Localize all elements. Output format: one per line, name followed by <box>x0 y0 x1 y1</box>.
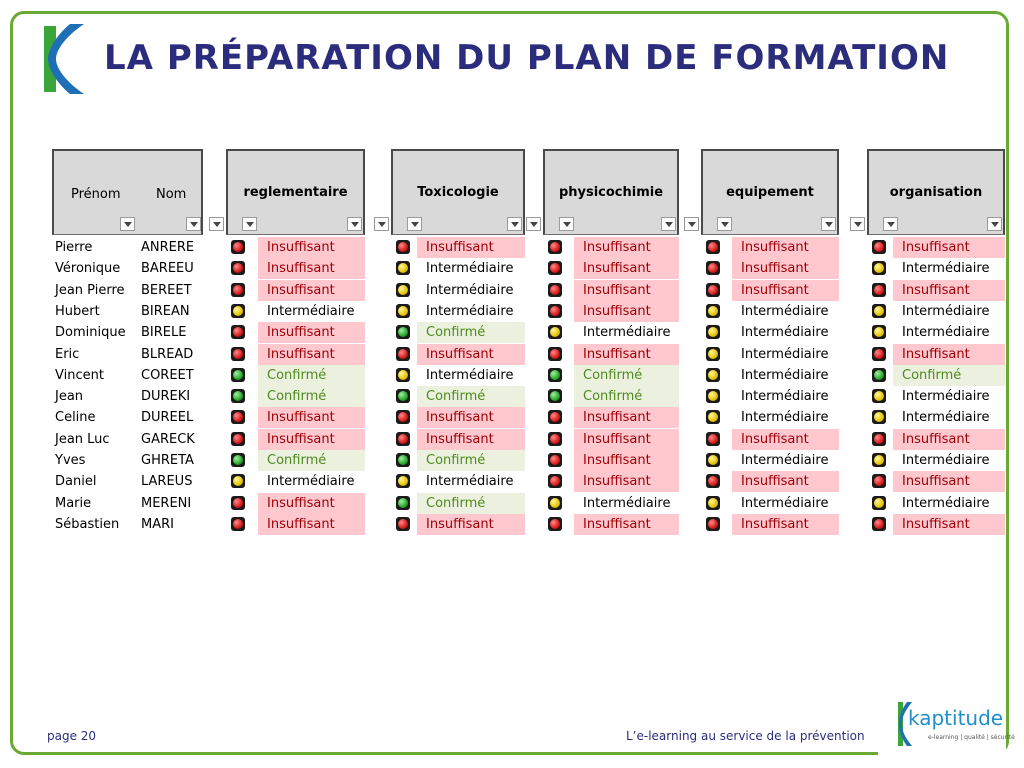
cell-level: Intermédiaire <box>426 282 514 298</box>
cell-level: Insuffisant <box>574 407 679 428</box>
traffic-light-red-icon <box>548 453 562 467</box>
cell-level: Intermédiaire <box>741 389 829 405</box>
cell-level: Insuffisant <box>574 258 679 279</box>
cell-level: Intermédiaire <box>902 389 990 405</box>
cell-level: Intermédiaire <box>583 495 671 511</box>
traffic-light-red-icon <box>872 347 886 361</box>
footer-tagline: L’e-learning au service de la prévention <box>626 729 865 743</box>
header-category <box>867 149 1005 235</box>
header-category <box>226 149 365 235</box>
traffic-light-yellow-icon <box>872 304 886 318</box>
table-row <box>52 450 1012 471</box>
filter-level-button[interactable] <box>883 217 898 231</box>
traffic-light-red-icon <box>231 325 245 339</box>
cell-level: Intermédiaire <box>741 453 829 468</box>
cell-level: Intermédiaire <box>426 474 514 490</box>
traffic-light-green-icon <box>548 389 562 403</box>
traffic-light-yellow-icon <box>548 325 562 339</box>
traffic-light-red-icon <box>548 517 562 531</box>
cell-level: Insuffisant <box>574 450 679 471</box>
traffic-light-red-icon <box>706 283 720 297</box>
cell-level: Intermédiaire <box>741 303 829 319</box>
traffic-light-green-icon <box>396 325 410 339</box>
traffic-light-yellow-icon <box>872 410 886 424</box>
traffic-light-yellow-icon <box>872 325 886 339</box>
traffic-light-yellow-icon <box>548 496 562 510</box>
traffic-light-red-icon <box>872 240 886 254</box>
cell-level: Intermédiaire <box>902 410 990 426</box>
cell-prenom: Sébastien <box>55 516 120 532</box>
cell-level: Insuffisant <box>732 237 839 258</box>
header-nom: Nom <box>156 187 187 202</box>
table-row <box>52 365 1012 386</box>
cell-level: Intermédiaire <box>741 325 829 341</box>
traffic-light-red-icon <box>231 283 245 297</box>
traffic-light-green-icon <box>548 368 562 382</box>
cell-nom: BIREAN <box>141 303 190 319</box>
cell-nom: GARECK <box>141 431 195 447</box>
filter-indicator-button[interactable] <box>684 217 699 231</box>
category-label: organisation <box>889 185 983 200</box>
cell-level: Confirmé <box>893 365 1005 386</box>
cell-level: Insuffisant <box>258 280 365 301</box>
traffic-light-yellow-icon <box>396 474 410 488</box>
filter-indicator-button[interactable] <box>209 217 224 231</box>
filter-level-button[interactable] <box>559 217 574 231</box>
table-row <box>52 258 1012 279</box>
cell-level: Insuffisant <box>258 407 365 428</box>
cell-level: Insuffisant <box>417 407 525 428</box>
traffic-light-yellow-icon <box>872 389 886 403</box>
traffic-light-red-icon <box>706 240 720 254</box>
cell-level: Insuffisant <box>893 514 1005 535</box>
table-row <box>52 237 1012 258</box>
filter-category-button[interactable] <box>507 217 522 231</box>
cell-level: Insuffisant <box>893 429 1005 450</box>
cell-level: Intermédiaire <box>426 261 514 277</box>
cell-level: Confirmé <box>574 365 679 386</box>
cell-nom: BLREAD <box>141 346 194 362</box>
cell-prenom: Jean Pierre <box>55 282 125 298</box>
cell-level: Insuffisant <box>258 514 365 535</box>
cell-prenom: Dominique <box>55 325 126 341</box>
cell-level: Intermédiaire <box>583 325 671 341</box>
k-logo-icon <box>40 22 88 96</box>
cell-prenom: Jean Luc <box>55 431 110 447</box>
cell-level: Intermédiaire <box>426 303 514 319</box>
cell-nom: LAREUS <box>141 474 193 490</box>
traffic-light-red-icon <box>231 517 245 531</box>
traffic-light-green-icon <box>396 453 410 467</box>
traffic-light-red-icon <box>548 432 562 446</box>
category-label: Toxicologie <box>417 185 499 200</box>
cell-nom: BAREEU <box>141 261 194 277</box>
cell-level: Intermédiaire <box>741 346 829 362</box>
traffic-light-red-icon <box>548 283 562 297</box>
brand-tagline: e-learning | qualité | sécurité <box>928 734 1015 741</box>
traffic-light-red-icon <box>231 347 245 361</box>
traffic-light-green-icon <box>396 389 410 403</box>
traffic-light-yellow-icon <box>396 368 410 382</box>
traffic-light-green-icon <box>872 368 886 382</box>
traffic-light-yellow-icon <box>872 453 886 467</box>
cell-level: Intermédiaire <box>902 495 990 511</box>
traffic-light-green-icon <box>231 368 245 382</box>
cell-level: Insuffisant <box>574 514 679 535</box>
traffic-light-red-icon <box>872 474 886 488</box>
traffic-light-green-icon <box>396 496 410 510</box>
cell-prenom: Daniel <box>55 474 97 490</box>
traffic-light-yellow-icon <box>396 304 410 318</box>
page-title: LA PRÉPARATION DU PLAN DE FORMATION <box>104 38 950 78</box>
traffic-light-red-icon <box>396 347 410 361</box>
cell-prenom: Véronique <box>55 261 121 277</box>
header-category <box>543 149 679 235</box>
table-row <box>52 514 1012 535</box>
cell-level: Insuffisant <box>258 344 365 365</box>
cell-level: Insuffisant <box>258 322 365 343</box>
traffic-light-yellow-icon <box>872 496 886 510</box>
cell-level: Intermédiaire <box>902 303 990 319</box>
category-label: reglementaire <box>243 185 348 200</box>
cell-level: Insuffisant <box>732 280 839 301</box>
traffic-light-yellow-icon <box>706 325 720 339</box>
traffic-light-yellow-icon <box>706 496 720 510</box>
traffic-light-yellow-icon <box>706 453 720 467</box>
filter-category-button[interactable] <box>987 217 1002 231</box>
cell-level: Insuffisant <box>732 514 839 535</box>
cell-level: Confirmé <box>417 493 525 514</box>
cell-nom: BIRELE <box>141 325 187 341</box>
page-number: page 20 <box>47 729 97 743</box>
traffic-light-red-icon <box>706 432 720 446</box>
cell-nom: MERENI <box>141 495 192 511</box>
cell-level: Intermédiaire <box>426 367 514 383</box>
cell-nom: DUREKI <box>141 389 191 405</box>
filter-level-button[interactable] <box>407 217 422 231</box>
filter-level-button[interactable] <box>242 217 257 231</box>
cell-level: Intermédiaire <box>267 474 355 490</box>
traffic-light-red-icon <box>706 261 720 275</box>
cell-level: Confirmé <box>574 386 679 407</box>
cell-prenom: Jean <box>55 389 84 405</box>
cell-prenom: Eric <box>55 346 80 362</box>
traffic-light-yellow-icon <box>706 347 720 361</box>
cell-level: Insuffisant <box>574 429 679 450</box>
cell-level: Insuffisant <box>417 237 525 258</box>
cell-level: Insuffisant <box>258 429 365 450</box>
traffic-light-yellow-icon <box>706 389 720 403</box>
header-category <box>701 149 839 235</box>
cell-level: Insuffisant <box>574 471 679 492</box>
traffic-light-green-icon <box>231 389 245 403</box>
traffic-light-yellow-icon <box>872 261 886 275</box>
cell-level: Insuffisant <box>258 237 365 258</box>
cell-nom: ANRERE <box>141 240 195 255</box>
cell-nom: GHRETA <box>141 453 194 468</box>
cell-level: Insuffisant <box>417 344 525 365</box>
table-row <box>52 322 1012 343</box>
cell-level: Insuffisant <box>893 344 1005 365</box>
table-row <box>52 407 1012 428</box>
traffic-light-green-icon <box>231 453 245 467</box>
cell-prenom: Yves <box>55 453 86 468</box>
filter-category-button[interactable] <box>661 217 676 231</box>
cell-level: Confirmé <box>417 450 525 471</box>
cell-level: Intermédiaire <box>267 303 355 319</box>
filter-category-button[interactable] <box>821 217 836 231</box>
category-label: equipement <box>726 185 814 200</box>
filter-prenom-button[interactable] <box>120 217 135 231</box>
cell-level: Intermédiaire <box>741 495 829 511</box>
cell-level: Insuffisant <box>893 237 1005 258</box>
cell-nom: BEREET <box>141 282 192 298</box>
traffic-light-yellow-icon <box>231 304 245 318</box>
traffic-light-red-icon <box>872 432 886 446</box>
filter-indicator-button[interactable] <box>526 217 541 231</box>
header-category <box>391 149 525 235</box>
cell-level: Intermédiaire <box>902 325 990 341</box>
category-label: physicochimie <box>558 185 664 200</box>
cell-level: Intermédiaire <box>741 410 829 426</box>
traffic-light-yellow-icon <box>396 283 410 297</box>
cell-level: Insuffisant <box>258 493 365 514</box>
table-row <box>52 471 1012 492</box>
cell-level: Insuffisant <box>417 514 525 535</box>
traffic-light-red-icon <box>548 261 562 275</box>
traffic-light-yellow-icon <box>231 474 245 488</box>
traffic-light-red-icon <box>872 517 886 531</box>
traffic-light-yellow-icon <box>706 304 720 318</box>
traffic-light-red-icon <box>396 240 410 254</box>
traffic-light-red-icon <box>231 432 245 446</box>
traffic-light-red-icon <box>396 517 410 531</box>
filter-level-button[interactable] <box>717 217 732 231</box>
cell-prenom: Celine <box>55 410 96 426</box>
cell-level: Insuffisant <box>574 344 679 365</box>
traffic-light-yellow-icon <box>706 368 720 382</box>
traffic-light-red-icon <box>872 283 886 297</box>
cell-level: Insuffisant <box>893 280 1005 301</box>
traffic-light-red-icon <box>548 240 562 254</box>
cell-prenom: Vincent <box>55 367 104 383</box>
filter-indicator-button[interactable] <box>374 217 389 231</box>
table-row <box>52 386 1012 407</box>
traffic-light-red-icon <box>231 261 245 275</box>
cell-level: Insuffisant <box>574 237 679 258</box>
header-name <box>52 149 203 235</box>
cell-nom: MARI <box>141 516 174 532</box>
traffic-light-red-icon <box>396 410 410 424</box>
traffic-light-red-icon <box>548 410 562 424</box>
cell-level: Insuffisant <box>417 429 525 450</box>
cell-level: Insuffisant <box>258 258 365 279</box>
cell-level: Intermédiaire <box>902 453 990 468</box>
traffic-light-red-icon <box>231 410 245 424</box>
cell-level: Confirmé <box>417 322 525 343</box>
traffic-light-red-icon <box>231 240 245 254</box>
traffic-light-red-icon <box>548 474 562 488</box>
cell-level: Confirmé <box>258 386 365 407</box>
brand-wordmark: kaptitude <box>908 706 1004 730</box>
cell-level: Insuffisant <box>574 301 679 322</box>
filter-nom-button[interactable] <box>186 217 201 231</box>
cell-level: Insuffisant <box>574 280 679 301</box>
cell-level: Confirmé <box>258 450 365 471</box>
cell-nom: DUREEL <box>141 410 194 426</box>
traffic-light-red-icon <box>396 432 410 446</box>
cell-level: Confirmé <box>258 365 365 386</box>
kaptitude-logo <box>878 690 1015 760</box>
traffic-light-red-icon <box>706 474 720 488</box>
traffic-light-yellow-icon <box>396 261 410 275</box>
traffic-light-yellow-icon <box>706 410 720 424</box>
cell-prenom: Marie <box>55 495 92 511</box>
filter-indicator-button[interactable] <box>850 217 865 231</box>
cell-level: Insuffisant <box>732 471 839 492</box>
cell-nom: COREET <box>141 367 194 383</box>
cell-prenom: Hubert <box>55 303 100 319</box>
cell-level: Confirmé <box>417 386 525 407</box>
header-prenom: Prénom <box>71 187 121 202</box>
traffic-light-red-icon <box>548 304 562 318</box>
cell-prenom: Pierre <box>55 240 93 255</box>
cell-level: Intermédiaire <box>902 261 990 277</box>
table-row <box>52 301 1012 322</box>
table-row <box>52 344 1012 365</box>
traffic-light-red-icon <box>706 517 720 531</box>
traffic-light-red-icon <box>548 347 562 361</box>
table-row <box>52 493 1012 514</box>
filter-category-button[interactable] <box>347 217 362 231</box>
traffic-light-red-icon <box>231 496 245 510</box>
cell-level: Insuffisant <box>732 258 839 279</box>
table-row <box>52 280 1012 301</box>
cell-level: Insuffisant <box>893 471 1005 492</box>
cell-level: Insuffisant <box>732 429 839 450</box>
cell-level: Intermédiaire <box>741 367 829 383</box>
table-row <box>52 429 1012 450</box>
